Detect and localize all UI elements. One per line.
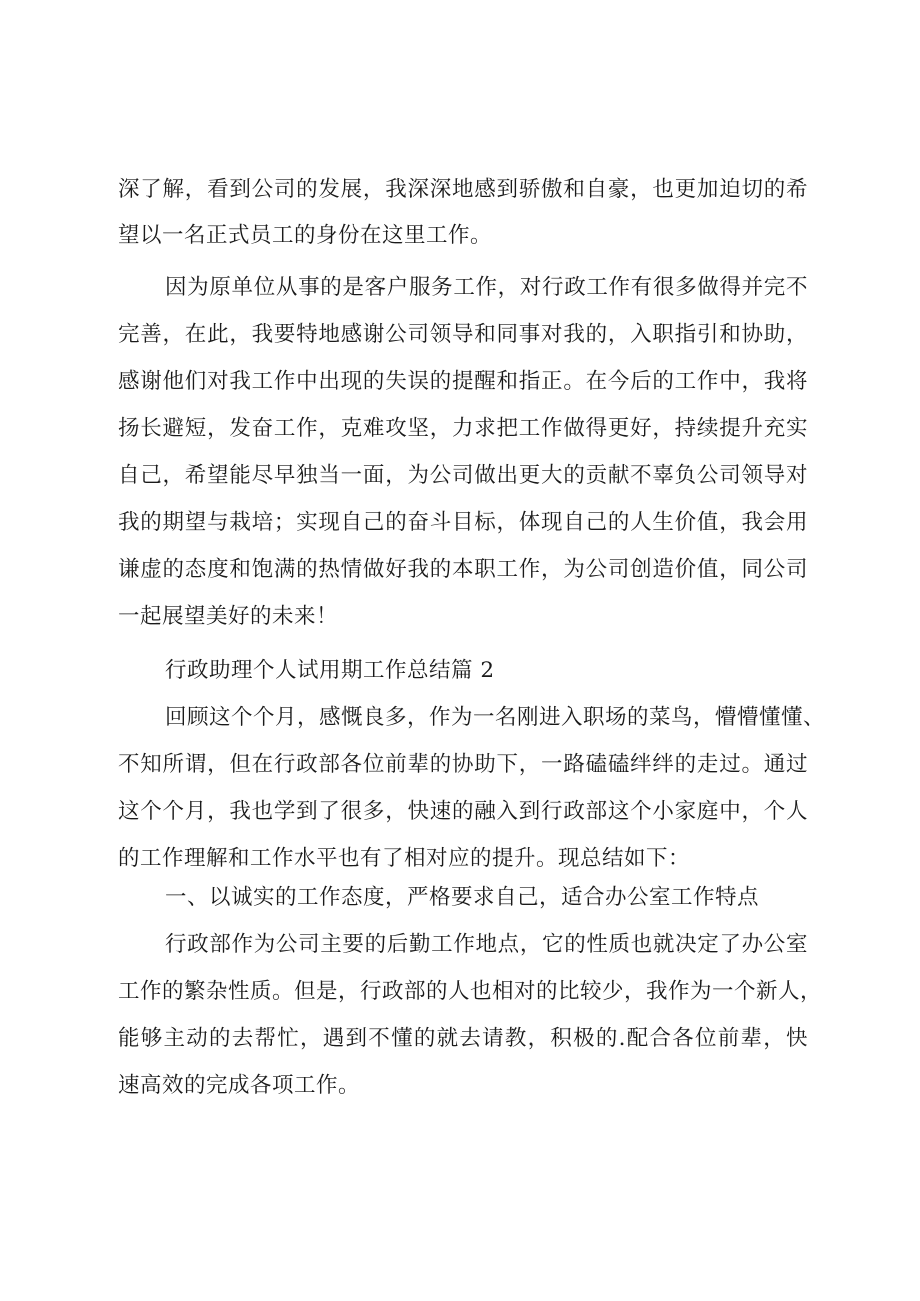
paragraph-line: 行政部作为公司主要的后勤工作地点，它的性质也就决定了办公室 bbox=[165, 932, 808, 957]
paragraph-line: 的工作理解和工作水平也有了相对应的提升。现总结如下： bbox=[118, 846, 691, 871]
section-heading: 行政助理个人试用期工作总结篇 2 bbox=[165, 658, 495, 683]
paragraph-line: 自己，希望能尽早独当一面，为公司做出更大的贡献不辜负公司领导对 bbox=[118, 463, 808, 488]
paragraph-line: 感谢他们对我工作中出现的失误的提醒和指正。在今后的工作中，我将 bbox=[118, 369, 808, 394]
paragraph-line: 因为原单位从事的是客户服务工作，对行政工作有很多做得并完不 bbox=[165, 275, 808, 300]
paragraph-line: 速高效的完成各项工作。 bbox=[118, 1073, 361, 1098]
subsection-heading: 一、以诚实的工作态度，严格要求自己，适合办公室工作特点 bbox=[165, 885, 760, 910]
paragraph-line: 深了解，看到公司的发展，我深深地感到骄傲和自豪，也更加迫切的希 bbox=[118, 177, 808, 202]
paragraph-line: 望以一名正式员工的身份在这里工作。 bbox=[118, 223, 493, 248]
paragraph-line: 回顾这个个月，感慨良多，作为一名刚进入职场的菜鸟，懵懵懂懂、 bbox=[165, 705, 826, 730]
paragraph-line: 这个个月，我也学到了很多，快速的融入到行政部这个小家庭中，个人 bbox=[118, 799, 808, 824]
paragraph-line: 完善，在此，我要特地感谢公司领导和同事对我的，入职指引和协助， bbox=[118, 322, 808, 347]
paragraph-line: 工作的繁杂性质。但是，行政部的人也相对的比较少，我作为一个新人， bbox=[118, 979, 823, 1004]
paragraph-line: 我的期望与栽培；实现自己的奋斗目标，体现自己的人生价值，我会用 bbox=[118, 510, 808, 535]
paragraph-line: 不知所谓，但在行政部各位前辈的协助下，一路磕磕绊绊的走过。通过 bbox=[118, 752, 808, 777]
paragraph-line: 能够主动的去帮忙，遇到不懂的就去请教，积极的.配合各位前辈，快 bbox=[118, 1026, 808, 1051]
paragraph-line: 扬长避短，发奋工作，克难攻坚，力求把工作做得更好，持续提升充实 bbox=[118, 416, 808, 441]
paragraph-line: 一起展望美好的未来！ bbox=[118, 604, 339, 629]
paragraph-line: 谦虚的态度和饱满的热情做好我的本职工作，为公司创造价值，同公司 bbox=[118, 557, 808, 582]
